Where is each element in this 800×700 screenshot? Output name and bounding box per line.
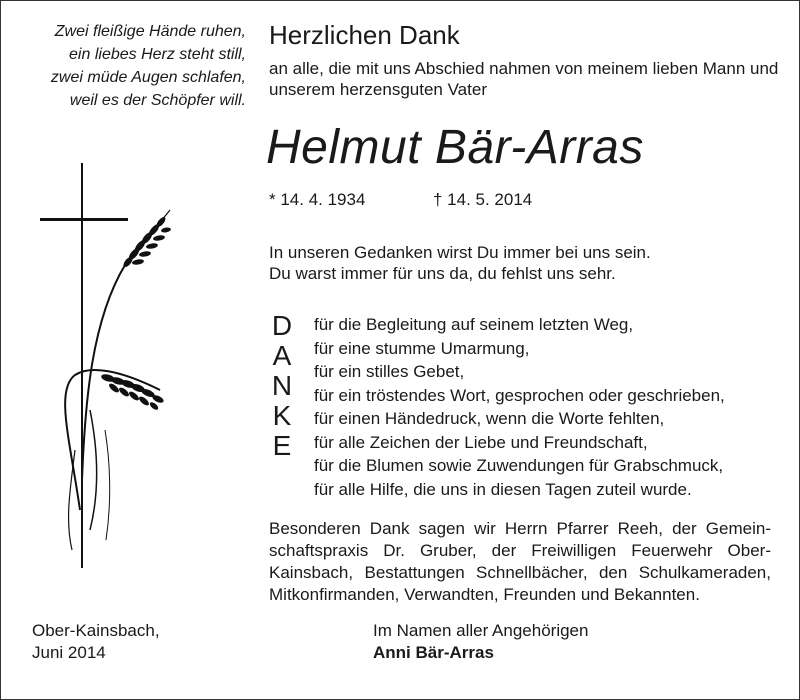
birth-date: * 14. 4. 1934 bbox=[269, 190, 366, 209]
special-thanks bbox=[269, 518, 771, 606]
intro-text: an alle, die mit uns Abschied nahmen von meinem lieben Mann und unserem herzensguten Vater bbox=[269, 59, 779, 99]
reason-line: für alle Zeichen der Liebe und Freundschaft, bbox=[314, 432, 648, 452]
danke-letter: D bbox=[271, 310, 293, 341]
special-thanks-line: Besonderen Dank sagen wir Herrn Pfarrer Reeh, der Gemein- bbox=[269, 519, 771, 538]
reason-line: für alle Hilfe, die uns in diesen Tagen zuteil wurde. bbox=[314, 479, 692, 499]
reason-line: für eine stumme Umarmung, bbox=[314, 338, 530, 358]
danke-letter: E bbox=[272, 430, 292, 461]
danke-letter: K bbox=[272, 400, 292, 431]
quote-line: Du warst immer für uns da, du fehlst uns sehr. bbox=[269, 264, 616, 283]
quote-line: In unseren Gedanken wirst Du immer bei uns sein. bbox=[269, 243, 651, 262]
memorial-quote bbox=[269, 242, 651, 284]
thanks-reasons bbox=[314, 313, 725, 501]
cross-icon bbox=[40, 163, 128, 568]
deceased-name: Helmut Bär-Arras bbox=[266, 121, 644, 174]
reason-line: für ein tröstendes Wort, gesprochen oder geschrieben, bbox=[314, 385, 725, 405]
heading: Herzlichen Dank bbox=[269, 20, 460, 50]
danke-acrostic bbox=[269, 311, 295, 461]
danke-letter: N bbox=[271, 370, 293, 401]
poem-line: ein liebes Herz steht still, bbox=[69, 46, 246, 63]
reason-line: für einen Händedruck, wenn die Worte fehlten, bbox=[314, 409, 665, 428]
wheat-ear-upper bbox=[122, 216, 171, 269]
on-behalf-text: Im Namen aller Angehörigen bbox=[373, 621, 589, 640]
poem-line: Zwei fleißige Hände ruhen, bbox=[54, 23, 246, 40]
reason-line: für die Begleitung auf seinem letzten Weg, bbox=[314, 315, 634, 334]
danke-letter: A bbox=[272, 340, 292, 371]
place: Ober-Kainsbach, bbox=[32, 621, 160, 640]
reason-line: für ein stilles Gebet, bbox=[314, 362, 465, 381]
death-date: † 14. 5. 2014 bbox=[433, 190, 533, 209]
poem bbox=[20, 20, 246, 112]
signer-name: Anni Bär-Arras bbox=[373, 643, 494, 662]
cross-and-wheat-illustration bbox=[30, 150, 200, 570]
special-thanks-line: Mitkonfirmanden, Verwandten, Freunden und Bekannten. bbox=[269, 585, 700, 604]
place-and-date bbox=[32, 620, 160, 664]
special-thanks-line: Kainsbach, Bestattungen Schnellbächer, den Schulkameraden, bbox=[269, 563, 771, 582]
poem-line: weil es der Schöpfer will. bbox=[69, 92, 246, 109]
poem-line: zwei müde Augen schlafen, bbox=[50, 69, 246, 86]
signature-block bbox=[373, 620, 588, 664]
reason-line: für die Blumen sowie Zuwendungen für Grabschmuck, bbox=[314, 456, 724, 475]
date: Juni 2014 bbox=[32, 643, 106, 662]
special-thanks-line: schaftspraxis Dr. Gruber, der Freiwilligen Feuerwehr Ober- bbox=[269, 541, 771, 560]
